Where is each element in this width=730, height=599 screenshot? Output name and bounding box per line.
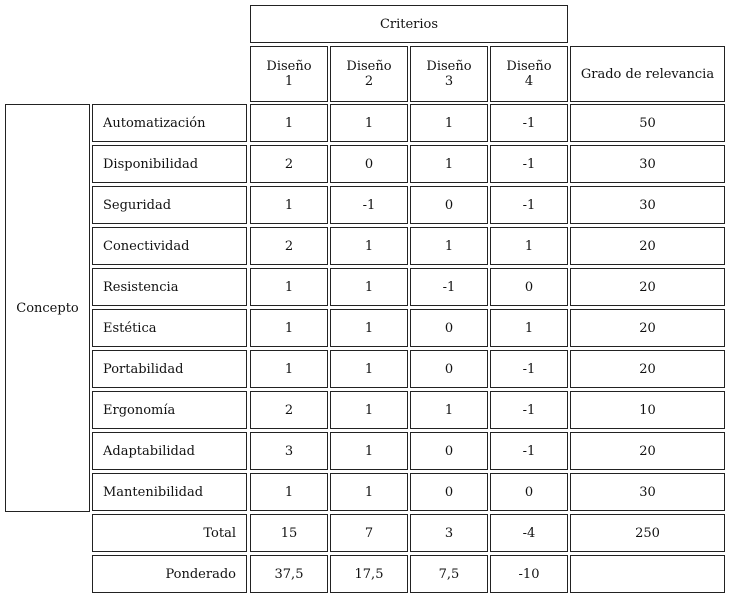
design-3-header [410, 46, 488, 102]
design-4-header [490, 46, 568, 102]
design-1-score: 2 [250, 145, 328, 183]
design-2-score: 1 [330, 432, 408, 470]
relevance-value: 10 [570, 391, 725, 429]
total-design-4: -4 [490, 514, 568, 552]
design-1-header-name: Diseño [266, 59, 312, 74]
relevance-value: 20 [570, 227, 725, 265]
design-4-score: -1 [490, 186, 568, 224]
design-3-score: 1 [410, 227, 488, 265]
total-design-3: 3 [410, 514, 488, 552]
criterion-name: Seguridad [92, 186, 247, 224]
design-4-score: 1 [490, 227, 568, 265]
design-1-score: 1 [250, 473, 328, 511]
design-4-score: -1 [490, 104, 568, 142]
weighted-design-1: 37,5 [250, 555, 328, 593]
design-3-header-name: Diseño [426, 59, 472, 74]
relevance-value: 20 [570, 309, 725, 347]
criterion-name: Portabilidad [92, 350, 247, 388]
design-1-score: 2 [250, 391, 328, 429]
design-4-score: -1 [490, 350, 568, 388]
design-1-score: 1 [250, 186, 328, 224]
design-3-score: 0 [410, 473, 488, 511]
design-1-header-number: 1 [284, 74, 294, 89]
total-relevance: 250 [570, 514, 725, 552]
design-1-header [250, 46, 328, 102]
design-1-score: 1 [250, 104, 328, 142]
design-3-score: 0 [410, 432, 488, 470]
concept-label: Concepto [5, 104, 90, 512]
relevance-value: 50 [570, 104, 725, 142]
design-2-score: 1 [330, 391, 408, 429]
total-design-1: 15 [250, 514, 328, 552]
criterion-name: Adaptabilidad [92, 432, 247, 470]
design-3-score: -1 [410, 268, 488, 306]
relevance-value: 20 [570, 268, 725, 306]
design-2-score: 0 [330, 145, 408, 183]
design-2-header [330, 46, 408, 102]
design-4-header-number: 4 [524, 74, 534, 89]
design-2-score: 1 [330, 309, 408, 347]
design-4-score: 0 [490, 268, 568, 306]
relevance-value: 20 [570, 350, 725, 388]
weighted-relevance [570, 555, 725, 593]
total-label: Total [92, 514, 247, 552]
design-2-header-name: Diseño [346, 59, 392, 74]
design-4-score: 0 [490, 473, 568, 511]
design-1-score: 1 [250, 350, 328, 388]
criterion-name: Mantenibilidad [92, 473, 247, 511]
design-4-score: -1 [490, 432, 568, 470]
criterion-name: Resistencia [92, 268, 247, 306]
criterion-name: Ergonomía [92, 391, 247, 429]
design-1-score: 3 [250, 432, 328, 470]
criterion-name: Automatización [92, 104, 247, 142]
design-2-header-number: 2 [364, 74, 374, 89]
design-4-score: -1 [490, 145, 568, 183]
design-1-score: 1 [250, 268, 328, 306]
design-3-score: 0 [410, 309, 488, 347]
design-4-header-name: Diseño [506, 59, 552, 74]
design-3-score: 0 [410, 186, 488, 224]
relevance-value: 30 [570, 473, 725, 511]
design-3-header-number: 3 [444, 74, 454, 89]
design-4-score: -1 [490, 391, 568, 429]
design-2-score: 1 [330, 227, 408, 265]
design-3-score: 1 [410, 391, 488, 429]
weighted-design-3: 7,5 [410, 555, 488, 593]
criterion-name: Estética [92, 309, 247, 347]
relevance-value: 30 [570, 186, 725, 224]
design-2-score: -1 [330, 186, 408, 224]
design-3-score: 1 [410, 145, 488, 183]
criteria-header: Criterios [250, 5, 568, 43]
design-1-score: 2 [250, 227, 328, 265]
design-2-score: 1 [330, 104, 408, 142]
design-2-score: 1 [330, 268, 408, 306]
relevance-value: 20 [570, 432, 725, 470]
design-3-score: 1 [410, 104, 488, 142]
total-design-2: 7 [330, 514, 408, 552]
criterion-name: Conectividad [92, 227, 247, 265]
relevance-value: 30 [570, 145, 725, 183]
weighted-design-4: -10 [490, 555, 568, 593]
design-3-score: 0 [410, 350, 488, 388]
weighted-label: Ponderado [92, 555, 247, 593]
criterion-name: Disponibilidad [92, 145, 247, 183]
design-2-score: 1 [330, 350, 408, 388]
weighted-design-2: 17,5 [330, 555, 408, 593]
design-4-score: 1 [490, 309, 568, 347]
design-1-score: 1 [250, 309, 328, 347]
relevance-header: Grado de relevancia [570, 46, 725, 102]
design-2-score: 1 [330, 473, 408, 511]
